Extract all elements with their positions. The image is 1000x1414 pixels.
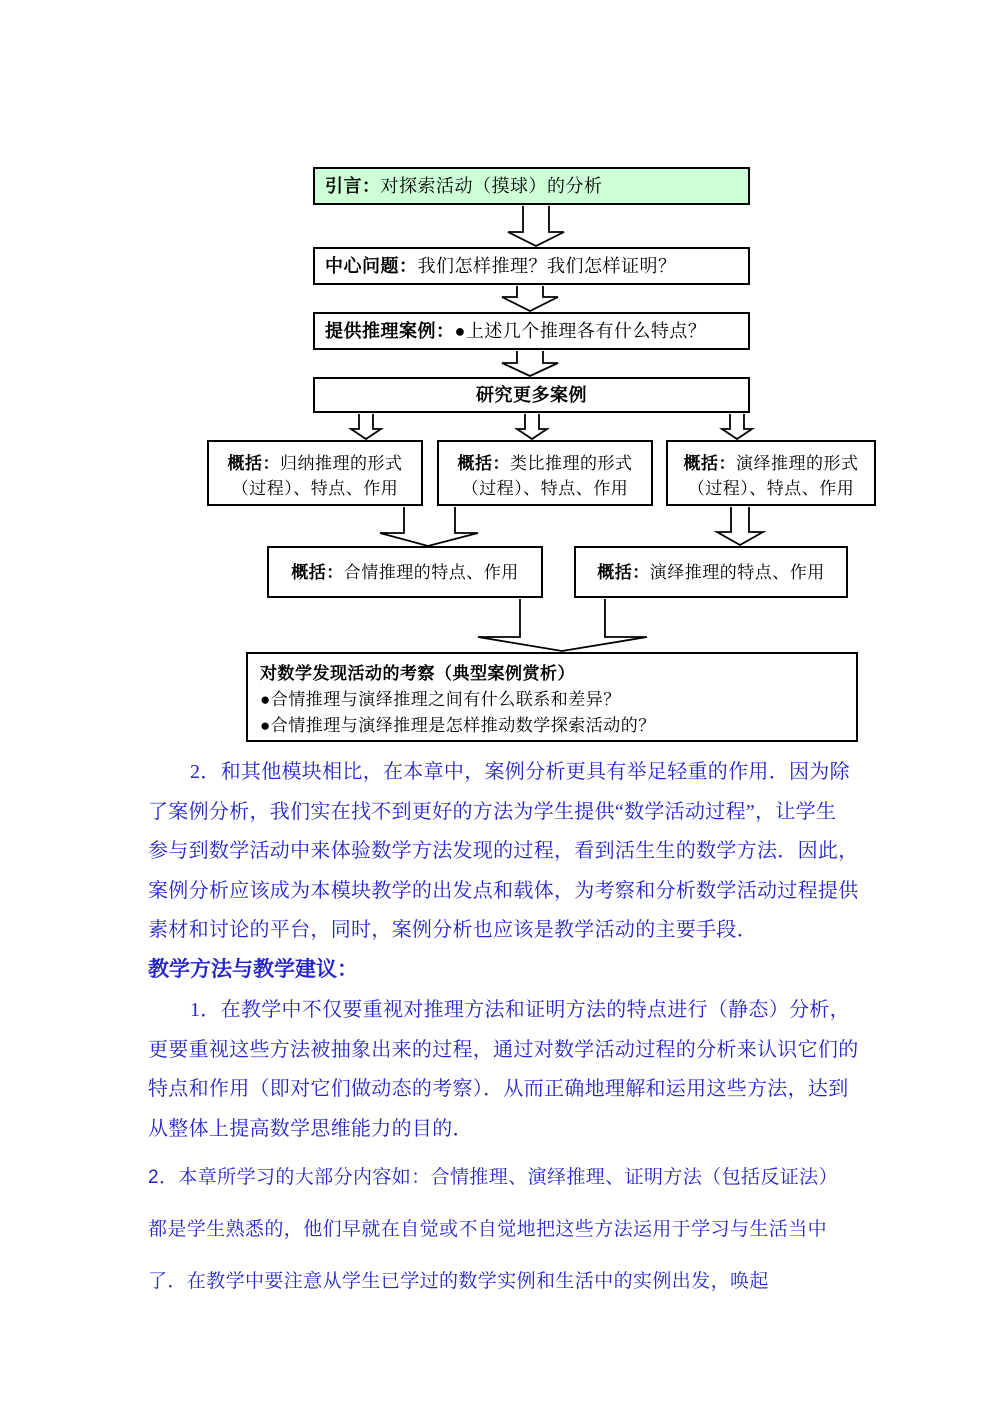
text-line: 素材和讨论的平台，同时，案例分析也应该是教学活动的主要手段． <box>148 919 757 941</box>
paragraph-teaching-advice-1 <box>148 991 868 1149</box>
box-text: 合情推理的特点、作用 <box>343 562 519 582</box>
box-label: 中心问题： <box>325 256 418 276</box>
arrow-down-icon <box>717 507 763 545</box>
box-line1 <box>439 451 651 476</box>
text-line: 更要重视这些方法被抽象出来的过程，通过对数学活动过程的分析来认识它们的 <box>148 1038 859 1061</box>
flowchart-box-deductive-reasoning <box>574 546 848 598</box>
box-text: 研究更多案例 <box>476 385 587 405</box>
text-line: 参与到数学活动中来体验数学方法发现的过程，看到活生生的数学方法．因此， <box>148 840 859 862</box>
text-line: 了案例分析，我们实在找不到更好的方法为学生提供“数学活动过程”，让学生 <box>148 800 837 823</box>
flowchart-box-more-cases <box>313 377 750 413</box>
text-line: 都是学生熟悉的，他们早就在自觉或不自觉地把这些方法运用于学习与生活当中 <box>148 1219 828 1240</box>
box-line2: （过程）、特点、作用 <box>231 479 399 498</box>
arrow-down-icon <box>502 286 558 311</box>
box-label: 概括： <box>227 454 280 473</box>
box-text: 对探索活动（摸球）的分析 <box>380 176 603 196</box>
text-line: 从整体上提高数学思维能力的目的． <box>148 1117 473 1140</box>
box-label: 概括： <box>457 454 510 473</box>
arrow-down-icon <box>517 414 547 439</box>
flowchart-box-reasoning-cases <box>313 312 750 350</box>
box-label: 引言： <box>325 176 381 196</box>
flowchart-box-induction <box>207 440 423 506</box>
box-label: 提供推理案例： <box>325 321 455 341</box>
flowchart-box-final-review <box>246 652 858 742</box>
merge-arrow-down-icon <box>380 507 478 546</box>
text-line: 案例分析应该成为本模块教学的出发点和载体，为考察和分析数学活动过程提供 <box>148 879 859 902</box>
final-box-bullet: ●合情推理与演绎推理之间有什么联系和差异？ <box>260 690 621 709</box>
box-label: 概括： <box>291 562 344 582</box>
box-text: 我们怎样推理？我们怎样证明？ <box>417 256 677 276</box>
flowchart-box-deduction-form <box>666 440 876 506</box>
text-line: 2．和其他模块相比，在本章中，案例分析更具有举足轻重的作用．因为除 <box>190 761 850 783</box>
paragraph-case-analysis <box>148 753 868 951</box>
arrow-down-icon <box>351 414 381 439</box>
arrow-down-icon <box>508 206 564 246</box>
text-line: 特点和作用（即对它们做动态的考察）．从而正确地理解和运用这些方法，达到 <box>148 1078 849 1100</box>
box-text: 演绎推理的特点、作用 <box>649 562 825 582</box>
text-line: 了．在教学中要注意从学生已学过的数学实例和生活中的实例出发，唤起 <box>148 1271 769 1292</box>
box-text: ●上述几个推理各有什么特点？ <box>454 321 707 341</box>
flowchart-box-intro <box>313 167 750 205</box>
section-heading-teaching-methods: 教学方法与教学建议： <box>148 958 358 981</box>
box-text: 演绎推理的形式 <box>736 454 859 473</box>
flowchart-box-central-question <box>313 247 750 285</box>
box-text: 归纳推理的形式 <box>280 454 403 473</box>
flowchart-box-analogy <box>437 440 653 506</box>
box-line1 <box>209 451 421 476</box>
box-text: 类比推理的形式 <box>510 454 633 473</box>
flowchart-box-plausible-reasoning <box>267 546 543 598</box>
big-merge-arrow-down-icon <box>478 599 647 651</box>
text-line: 2．本章所学习的大部分内容如：合情推理、演绎推理、证明方法（包括反证法） <box>148 1167 838 1188</box>
text-line: 1．在教学中不仅要重视对推理方法和证明方法的特点进行（静态）分析， <box>190 999 850 1021</box>
box-line1 <box>668 451 874 476</box>
box-label: 概括： <box>597 562 650 582</box>
box-line2: （过程）、特点、作用 <box>461 479 629 498</box>
final-box-bullet: ●合情推理与演绎推理是怎样推动数学探索活动的？ <box>260 716 656 735</box>
arrow-down-icon <box>502 351 558 376</box>
box-label: 概括： <box>683 454 736 473</box>
final-box-title: 对数学发现活动的考察（典型案例赏析） <box>260 664 575 683</box>
box-line2: （过程）、特点、作用 <box>687 479 855 498</box>
arrow-down-icon <box>722 414 752 439</box>
paragraph-teaching-advice-2 <box>148 1152 878 1308</box>
